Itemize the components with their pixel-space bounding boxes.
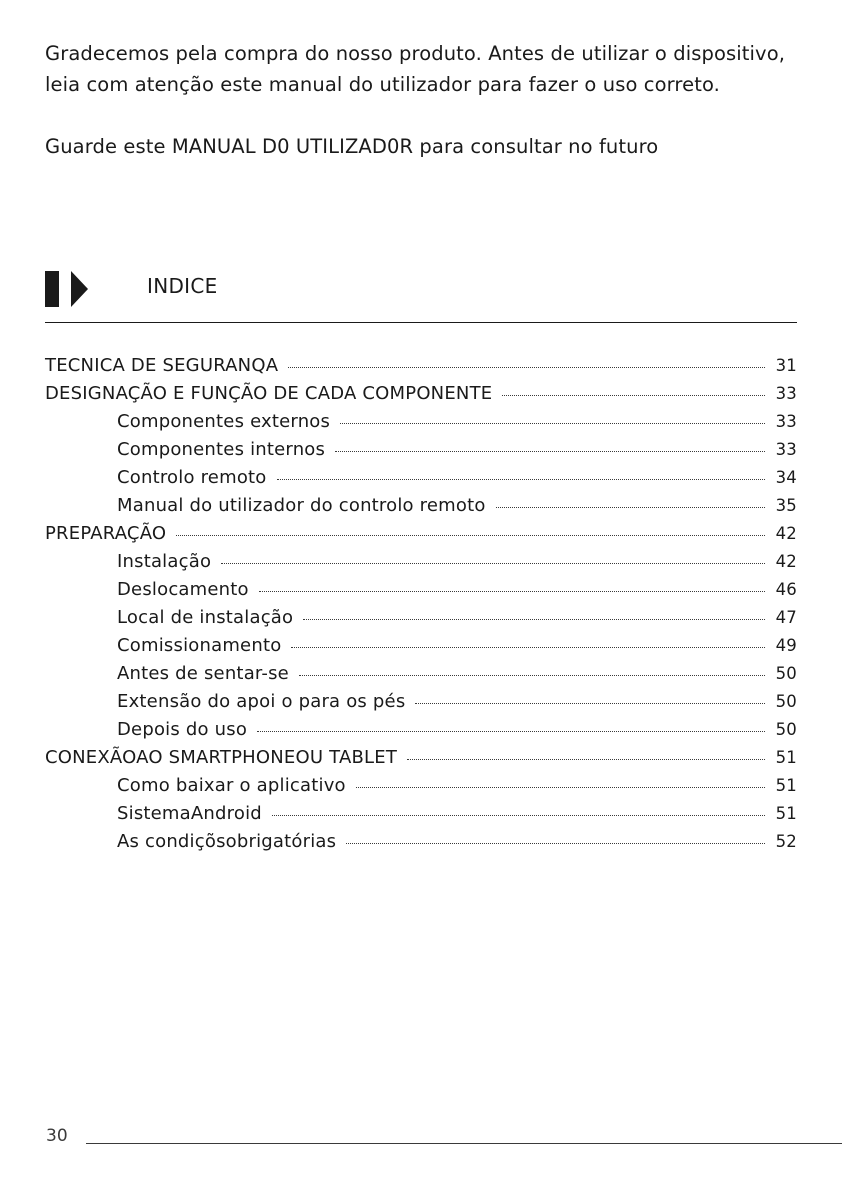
toc-entry xyxy=(45,523,797,551)
toc-entry-page: 50 xyxy=(775,720,797,739)
toc-entry-page: 46 xyxy=(775,580,797,599)
toc-entry xyxy=(45,355,797,383)
toc-entry-page: 47 xyxy=(775,608,797,627)
toc-entry xyxy=(45,663,797,691)
index-heading xyxy=(45,268,797,308)
toc-entry-label: Como baixar o aplicativo xyxy=(117,775,346,796)
dot-leader xyxy=(502,395,765,396)
dot-leader xyxy=(340,423,765,424)
toc-entry-page: 42 xyxy=(775,524,797,543)
toc-entry-page: 34 xyxy=(775,468,797,487)
toc-entry-page: 51 xyxy=(775,776,797,795)
dot-leader xyxy=(303,619,765,620)
toc-entry xyxy=(45,607,797,635)
dot-leader xyxy=(272,815,765,816)
dot-leader xyxy=(277,479,766,480)
toc-entry xyxy=(45,551,797,579)
toc-entry xyxy=(45,439,797,467)
toc-entry-page: 42 xyxy=(775,552,797,571)
toc-entry-label: TECNICA DE SEGURANQA xyxy=(45,355,279,376)
toc-entry-page: 51 xyxy=(775,748,797,767)
dot-leader xyxy=(415,703,765,704)
dot-leader xyxy=(257,731,765,732)
toc-entry-label: Comissionamento xyxy=(117,635,282,656)
toc-entry-label: Manual do utilizador do controlo remoto xyxy=(117,495,486,516)
dot-leader xyxy=(176,535,765,536)
dot-leader xyxy=(356,787,765,788)
toc-entry xyxy=(45,467,797,495)
toc-entry-page: 52 xyxy=(775,832,797,851)
dot-leader xyxy=(291,647,765,648)
toc-entry xyxy=(45,831,797,859)
toc-entry xyxy=(45,579,797,607)
toc-entry-label: As condiçõsobrigatórias xyxy=(117,831,337,852)
toc-entry-label: DESIGNAÇÃO E FUNÇÃO DE CADA COMPONENTE xyxy=(45,383,493,404)
toc-entry-label: Componentes externos xyxy=(117,411,331,432)
toc-entry-label: Instalação xyxy=(117,551,212,572)
toc-entry-label: Extensão do apoi o para os pés xyxy=(117,691,406,712)
toc-entry-page: 50 xyxy=(775,664,797,683)
index-title: INDICE xyxy=(147,274,218,298)
table-of-contents xyxy=(45,355,797,859)
toc-entry xyxy=(45,691,797,719)
toc-entry xyxy=(45,635,797,663)
toc-entry-page: 49 xyxy=(775,636,797,655)
toc-entry-page: 50 xyxy=(775,692,797,711)
footer-divider xyxy=(86,1143,842,1144)
dot-leader xyxy=(299,675,765,676)
toc-entry-label: SistemaAndroid xyxy=(117,803,262,824)
toc-entry-label: Depois do uso xyxy=(117,719,248,740)
dot-leader xyxy=(496,507,765,508)
dot-leader xyxy=(346,843,765,844)
toc-entry xyxy=(45,803,797,831)
toc-entry-page: 33 xyxy=(775,384,797,403)
toc-entry xyxy=(45,383,797,411)
toc-entry-page: 51 xyxy=(775,804,797,823)
dot-leader xyxy=(221,563,765,564)
toc-entry xyxy=(45,495,797,523)
toc-entry xyxy=(45,719,797,747)
dot-leader xyxy=(288,367,765,368)
intro-paragraph: Gradecemos pela compra do nosso produto. Antes de utilizar o dispositivo, leia com atenção este manual do utilizador para fazer o uso correto. xyxy=(45,42,786,96)
toc-entry-label: Deslocamento xyxy=(117,579,249,600)
dot-leader xyxy=(407,759,765,760)
intro-text xyxy=(45,38,805,162)
heading-divider xyxy=(45,322,797,323)
toc-entry-page: 31 xyxy=(775,356,797,375)
keep-manual-note: Guarde este MANUAL D0 UTILIZAD0R para consultar no futuro xyxy=(45,135,659,158)
toc-entry xyxy=(45,747,797,775)
section-marker-icon xyxy=(45,271,89,307)
dot-leader xyxy=(259,591,765,592)
toc-entry-label: Componentes internos xyxy=(117,439,326,460)
toc-entry-label: Local de instalação xyxy=(117,607,294,628)
toc-entry-label: Antes de sentar-se xyxy=(117,663,289,684)
toc-entry-page: 35 xyxy=(775,496,797,515)
dot-leader xyxy=(335,451,765,452)
toc-entry-label: CONEXÃOAO SMARTPHONEOU TABLET xyxy=(45,747,398,768)
toc-entry-label: PREPARAÇÃO xyxy=(45,523,167,544)
toc-entry xyxy=(45,411,797,439)
toc-entry-page: 33 xyxy=(775,440,797,459)
toc-entry-page: 33 xyxy=(775,412,797,431)
toc-entry xyxy=(45,775,797,803)
page-number: 30 xyxy=(46,1126,68,1146)
toc-entry-label: Controlo remoto xyxy=(117,467,267,488)
